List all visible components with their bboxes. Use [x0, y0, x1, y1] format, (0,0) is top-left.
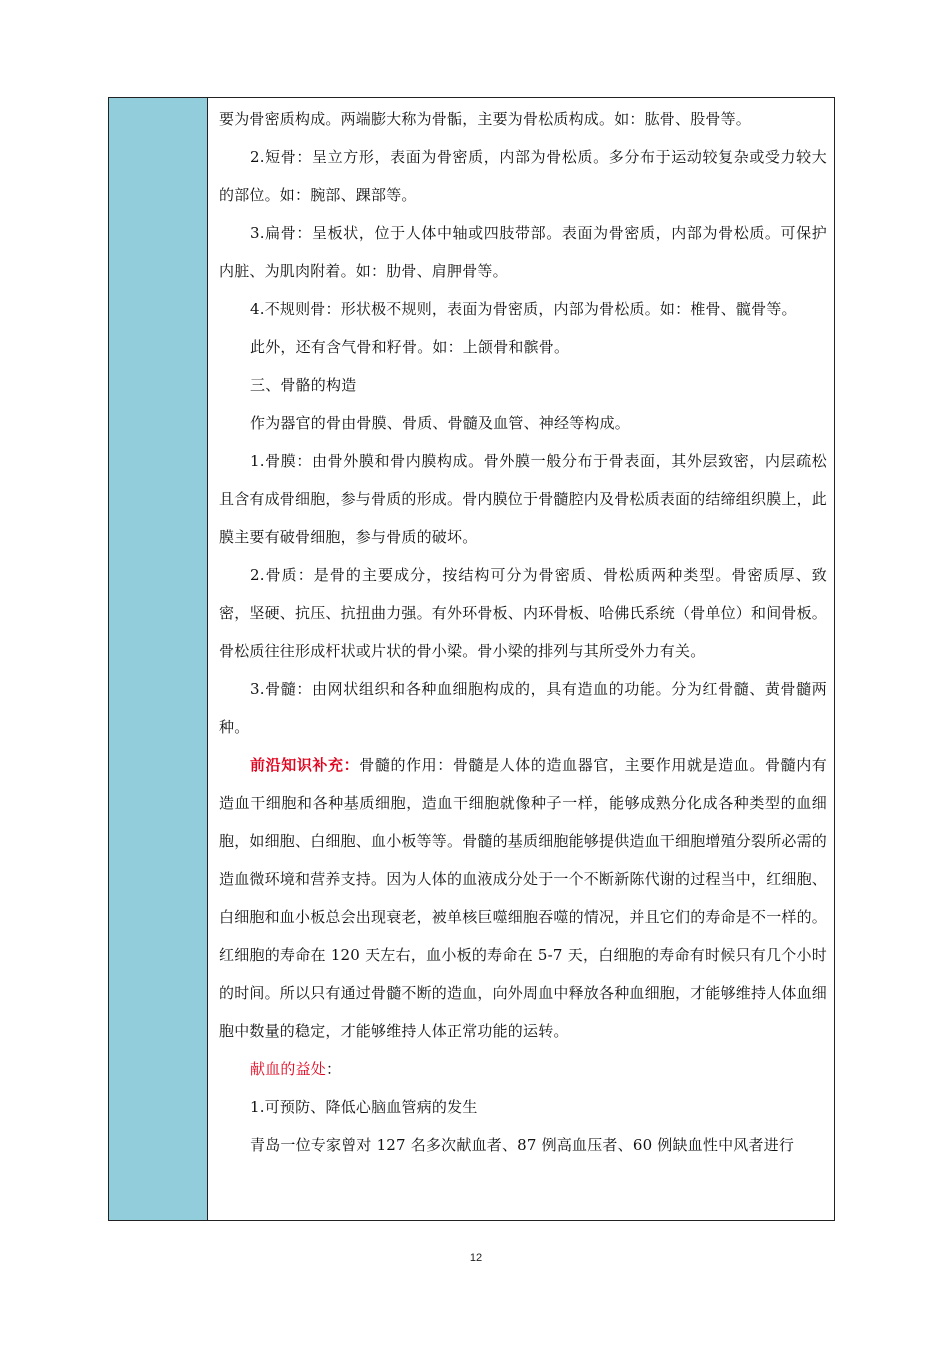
paragraph-bone-marrow: 3.骨髓：由网状组织和各种血细胞构成的，具有造血的功能。分为红骨髓、黄骨髓两种。 [219, 680, 827, 736]
paragraph-other-bones: 此外，还有含气骨和籽骨。如：上颌骨和髌骨。 [250, 338, 570, 356]
frontier-knowledge-body: 骨髓的作用：骨髓是人体的造血器官，主要作用就是造血。骨髓内有造血干细胞和各种基质细胞，造血干细胞就像种子一样，能够成熟分化成各种类型的血细胞，如细胞、白细胞、血小板等等。骨髓的基质细胞能够提供造血干细胞增殖分裂所必需的造血微环境和营养支持。因为人体的血液成分处于一个不断新陈代谢的过程当中，红细胞、白细胞和血小板总会出现衰老，被单核巨噬细胞吞噬的情况，并且它们的寿命是不一样的。红细胞的寿命在 120 天左右，血小板的寿命在 5-7 天，白细胞的寿命有时候只有几个小时的时间。所以只有通过骨髓不断的造血，向外周血中释放各种血细胞，才能够维持人体血细胞中数量的稳定，才能够维持人体正常功能的运转。 [219, 756, 828, 1040]
frontier-knowledge-label: 前沿知识补充： [250, 756, 360, 774]
page-number: 12 [469, 1252, 483, 1264]
paragraph-irregular-bone: 4.不规则骨：形状极不规则，表面为骨密质，内部为骨松质。如：椎骨、髋骨等。 [250, 300, 797, 318]
paragraph-bone-substance: 2.骨质：是骨的主要成分，按结构可分为骨密质、骨松质两种类型。骨密质厚、致密，坚硬、抗压、抗扭曲力强。有外环骨板、内环骨板、哈佛氏系统（骨单位）和间骨板。骨松质往往形成杆状或片状的骨小梁。骨小梁的排列与其所受外力有关。 [219, 566, 828, 660]
paragraph-long-bone-end: 要为骨密质构成。两端膨大称为骨骺，主要为骨松质构成。如：肱骨、股骨等。 [219, 110, 752, 128]
paragraph-frontier-knowledge [219, 746, 827, 1050]
paragraph-periosteum: 1.骨膜：由骨外膜和骨内膜构成。骨外膜一般分布于骨表面，其外层致密，内层疏松且含有成骨细胞，参与骨质的形成。骨内膜位于骨髓腔内及骨松质表面的结缔组织膜上，此膜主要有破骨细胞，参与骨质的破坏。 [219, 452, 828, 546]
paragraph-qingdao-study: 青岛一位专家曾对 127 名多次献血者、87 例高血压者、60 例缺血性中风者进行 [250, 1136, 795, 1154]
table-content-cell [219, 100, 827, 1164]
blood-donation-colon: ： [326, 1060, 342, 1078]
paragraph-bone-composition: 作为器官的骨由骨膜、骨质、骨髓及血管、神经等构成。 [250, 414, 631, 432]
paragraph-benefit-1: 1.可预防、降低心脑血管病的发生 [250, 1098, 478, 1116]
section-heading-bone-structure: 三、骨骼的构造 [250, 376, 357, 394]
content-table [108, 97, 835, 1221]
table-left-cell [109, 98, 208, 1220]
blood-donation-label: 献血的益处 [250, 1060, 327, 1078]
paragraph-blood-donation-heading [219, 1050, 827, 1088]
paragraph-flat-bone: 3.扁骨：呈板状，位于人体中轴或四肢带部。表面为骨密质，内部为骨松质。可保护内脏、为肌肉附着。如：肋骨、肩胛骨等。 [219, 224, 827, 280]
paragraph-short-bone: 2.短骨：呈立方形，表面为骨密质，内部为骨松质。多分布于运动较复杂或受力较大的部位。如：腕部、踝部等。 [219, 148, 827, 204]
